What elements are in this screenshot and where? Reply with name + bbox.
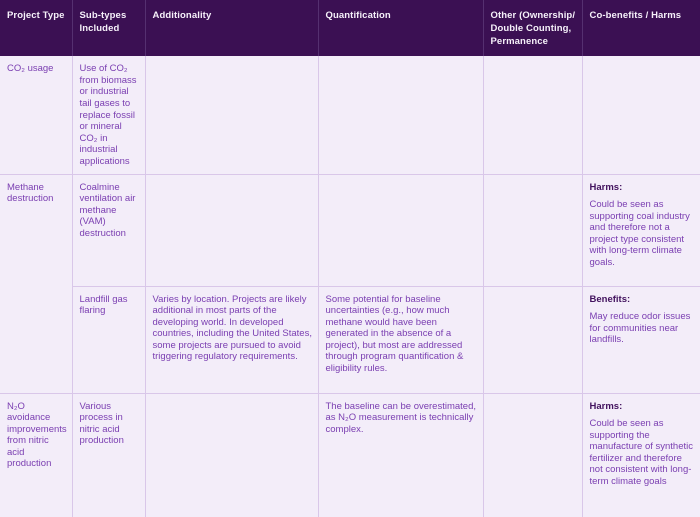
header-row xyxy=(0,0,700,56)
cell-co2-other xyxy=(483,56,582,174)
cell-vam-subtype: Coalmine ventilation air methane (VAM) destruction xyxy=(72,174,145,286)
header-other: Other (Ownership/ Double Counting, Permanence xyxy=(483,0,582,56)
cell-n2o-cobenefits xyxy=(582,393,700,517)
cell-landfill-quantification: Some potential for baseline uncertainties (e.g., how much methane would have been generated in the absence of a project), but most are addressed through program quantification & eligibility rules. xyxy=(318,286,483,393)
benefits-text: May reduce odor issues for communities near landfills. xyxy=(589,311,691,346)
cell-co2-additionality xyxy=(145,56,318,174)
cell-co2-cobenefits xyxy=(582,56,700,174)
cell-landfill-other xyxy=(483,286,582,393)
cell-co2-subtype: Use of CO₂ from biomass or industrial tail gases to replace fossil or mineral CO₂ in industrial applications xyxy=(72,56,145,174)
cell-n2o-additionality xyxy=(145,393,318,517)
table-row-co2-usage xyxy=(0,56,700,174)
header-co-benefits: Co-benefits / Harms xyxy=(582,0,700,56)
harms-label: Harms: xyxy=(589,181,623,193)
cell-landfill-subtype: Landfill gas flaring xyxy=(72,286,145,393)
cell-vam-quantification xyxy=(318,174,483,286)
cell-n2o-subtype: Various process in nitric acid production xyxy=(72,393,145,517)
cell-vam-other xyxy=(483,174,582,286)
cell-n2o-project-type: N₂O avoidance improvements from nitric acid production xyxy=(0,393,72,517)
header-additionality: Additionality xyxy=(145,0,318,56)
header-sub-types: Sub-types Included xyxy=(72,0,145,56)
cell-vam-additionality xyxy=(145,174,318,286)
benefits-label: Benefits: xyxy=(589,293,631,305)
cell-co2-quantification xyxy=(318,56,483,174)
cell-landfill-cobenefits xyxy=(582,286,700,393)
cell-n2o-quantification: The baseline can be overestimated, as N₂O measurement is technically complex. xyxy=(318,393,483,517)
cell-co2-project-type: CO₂ usage xyxy=(0,56,72,174)
harms-label: Harms: xyxy=(589,400,623,412)
cell-methane-project-type: Methane destruction xyxy=(0,174,72,393)
table-row-methane-vam xyxy=(0,174,700,286)
cell-vam-cobenefits xyxy=(582,174,700,286)
harms-text: Could be seen as supporting the manufacture of synthetic fertilizer and therefore not consistent with long-term climate goals xyxy=(589,418,693,487)
header-quantification: Quantification xyxy=(318,0,483,56)
harms-text: Could be seen as supporting coal industry and therefore not a project type consistent with long-term climate goals. xyxy=(589,199,690,268)
table-row-landfill-gas xyxy=(0,286,700,393)
table-body xyxy=(0,56,700,517)
table-header xyxy=(0,0,700,56)
table-row-n2o-avoidance xyxy=(0,393,700,517)
header-project-type: Project Type xyxy=(0,0,72,56)
cell-n2o-other xyxy=(483,393,582,517)
cell-landfill-additionality: Varies by location. Projects are likely additional in most parts of the developing world. In developed countries, including the United States, some projects are pursued to avoid triggering regulatory requirements. xyxy=(145,286,318,393)
